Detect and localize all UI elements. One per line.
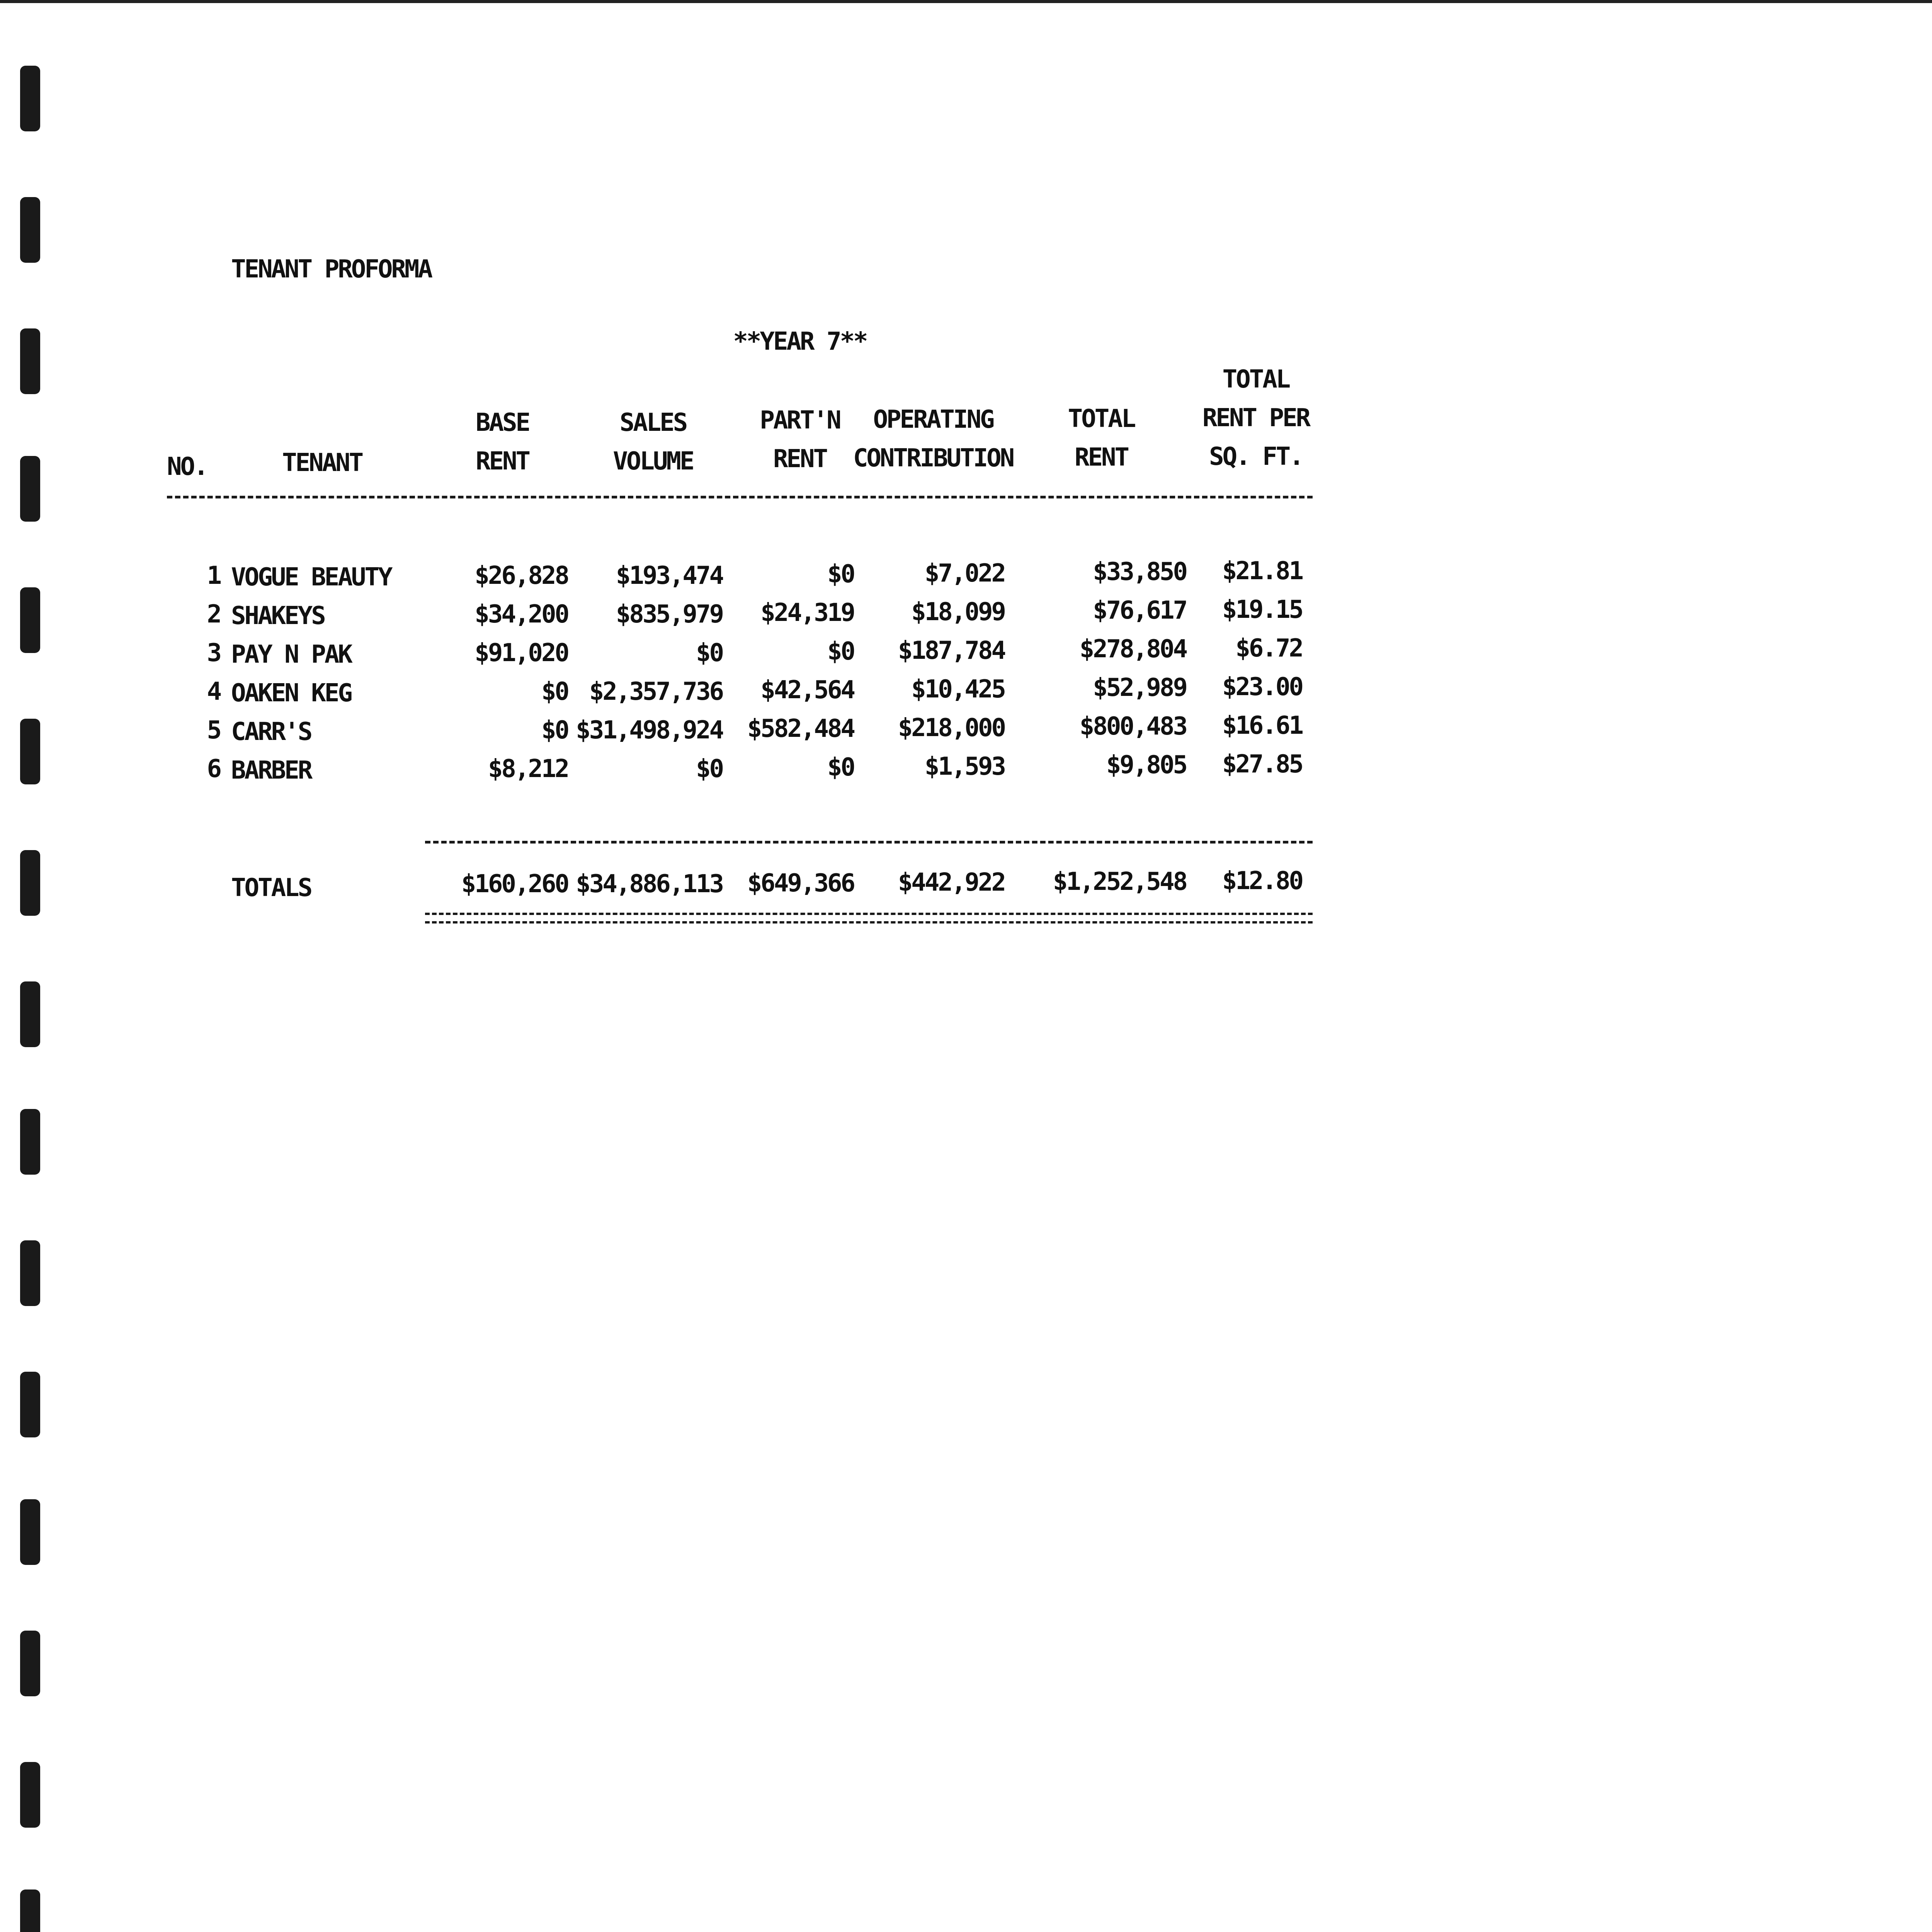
row-sales-volume: $2,357,736 <box>589 677 723 706</box>
binder-hole <box>20 197 40 263</box>
binder-hole <box>20 1889 40 1932</box>
header-base-rent-line1: BASE <box>475 408 529 437</box>
year-label: **YEAR 7** <box>733 327 867 356</box>
header-tenant: TENANT <box>282 449 362 477</box>
row-tenant: BARBER <box>231 756 311 785</box>
binder-hole <box>20 1109 40 1175</box>
header-base-rent-line2: RENT <box>475 447 529 476</box>
binder-hole <box>20 1762 40 1828</box>
row-base-rent: $26,828 <box>474 561 568 590</box>
row-partn-rent: $582,484 <box>747 714 854 743</box>
header-partn-rent-line2: RENT <box>773 445 827 473</box>
row-rent-per-sqft: $27.85 <box>1222 750 1302 779</box>
binder-hole <box>20 1240 40 1306</box>
totals-label: TOTALS <box>231 874 311 902</box>
header-total-rent-per-sqft-line3: SQ. FT. <box>1209 442 1303 471</box>
totals-total-rent: $1,252,548 <box>1053 867 1186 896</box>
header-no: NO. <box>167 452 207 481</box>
binder-hole <box>20 981 40 1047</box>
totals-partn-rent: $649,366 <box>747 869 854 898</box>
row-no: 2 <box>207 600 220 629</box>
row-partn-rent: $0 <box>827 637 854 666</box>
binder-hole <box>20 1499 40 1565</box>
binder-hole <box>20 456 40 522</box>
row-tenant: VOGUE BEAUTY <box>231 563 391 592</box>
header-partn-rent-line1: PART'N <box>760 406 840 435</box>
binder-hole <box>20 1372 40 1437</box>
totals-rent-per-sqft: $12.80 <box>1222 867 1302 895</box>
row-rent-per-sqft: $19.15 <box>1222 595 1302 624</box>
header-divider <box>167 496 1313 498</box>
page-top-edge <box>0 0 1932 3</box>
row-no: 4 <box>207 677 220 706</box>
row-total-rent: $800,483 <box>1079 712 1186 741</box>
totals-operating-contribution: $442,922 <box>898 868 1005 897</box>
row-sales-volume: $835,979 <box>616 600 723 629</box>
header-total-rent-line2: RENT <box>1074 443 1128 472</box>
row-operating-contribution: $1,593 <box>924 752 1005 781</box>
row-no: 6 <box>207 755 220 783</box>
row-partn-rent: $0 <box>827 753 854 782</box>
row-base-rent: $34,200 <box>474 600 568 629</box>
row-sales-volume: $193,474 <box>616 561 723 590</box>
header-sales-volume-line1: SALES <box>619 408 687 437</box>
row-sales-volume: $0 <box>696 639 723 667</box>
row-tenant: OAKEN KEG <box>231 679 351 707</box>
binder-hole <box>20 328 40 394</box>
row-tenant: SHAKEYS <box>231 602 325 630</box>
row-total-rent: $33,850 <box>1093 558 1186 586</box>
binder-hole <box>20 1631 40 1696</box>
binder-hole <box>20 850 40 916</box>
row-partn-rent: $24,319 <box>760 599 854 627</box>
row-operating-contribution: $187,784 <box>898 636 1005 665</box>
header-total-rent-line1: TOTAL <box>1068 405 1135 433</box>
header-total-rent-per-sqft-line2: RENT PER <box>1202 404 1310 432</box>
document-title: TENANT PROFORMA <box>231 255 431 284</box>
row-sales-volume: $31,498,924 <box>576 716 723 745</box>
row-tenant: PAY N PAK <box>231 640 351 669</box>
binder-hole <box>20 587 40 653</box>
row-rent-per-sqft: $16.61 <box>1222 711 1302 740</box>
totals-base-rent: $160,260 <box>461 870 568 898</box>
totals-sales-volume: $34,886,113 <box>576 870 723 898</box>
binder-hole <box>20 66 40 131</box>
row-total-rent: $9,805 <box>1106 751 1186 779</box>
header-total-rent-per-sqft-line1: TOTAL <box>1222 365 1289 394</box>
row-total-rent: $76,617 <box>1093 596 1186 625</box>
row-operating-contribution: $7,022 <box>924 559 1005 588</box>
row-operating-contribution: $18,099 <box>911 598 1005 626</box>
row-total-rent: $52,989 <box>1093 673 1186 702</box>
row-base-rent: $0 <box>541 716 568 745</box>
row-rent-per-sqft: $23.00 <box>1222 673 1302 701</box>
row-base-rent: $8,212 <box>488 755 568 783</box>
header-sales-volume-line2: VOLUME <box>613 447 693 476</box>
row-partn-rent: $0 <box>827 560 854 588</box>
row-no: 3 <box>207 639 220 667</box>
row-no: 1 <box>207 561 220 590</box>
binder-hole <box>20 719 40 784</box>
row-no: 5 <box>207 716 220 745</box>
row-rent-per-sqft: $6.72 <box>1235 634 1302 663</box>
row-partn-rent: $42,564 <box>760 676 854 704</box>
row-operating-contribution: $218,000 <box>898 714 1005 742</box>
header-operating-contribution-line1: OPERATING <box>873 405 993 434</box>
row-tenant: CARR'S <box>231 718 311 746</box>
row-total-rent: $278,804 <box>1079 635 1186 663</box>
row-base-rent: $91,020 <box>474 639 568 667</box>
totals-divider <box>425 841 1313 844</box>
row-operating-contribution: $10,425 <box>911 675 1005 704</box>
row-rent-per-sqft: $21.81 <box>1222 557 1302 585</box>
row-base-rent: $0 <box>541 677 568 706</box>
header-operating-contribution-line2: CONTRIBUTION <box>853 444 1014 473</box>
row-sales-volume: $0 <box>696 755 723 783</box>
totals-double-underline <box>425 913 1313 923</box>
